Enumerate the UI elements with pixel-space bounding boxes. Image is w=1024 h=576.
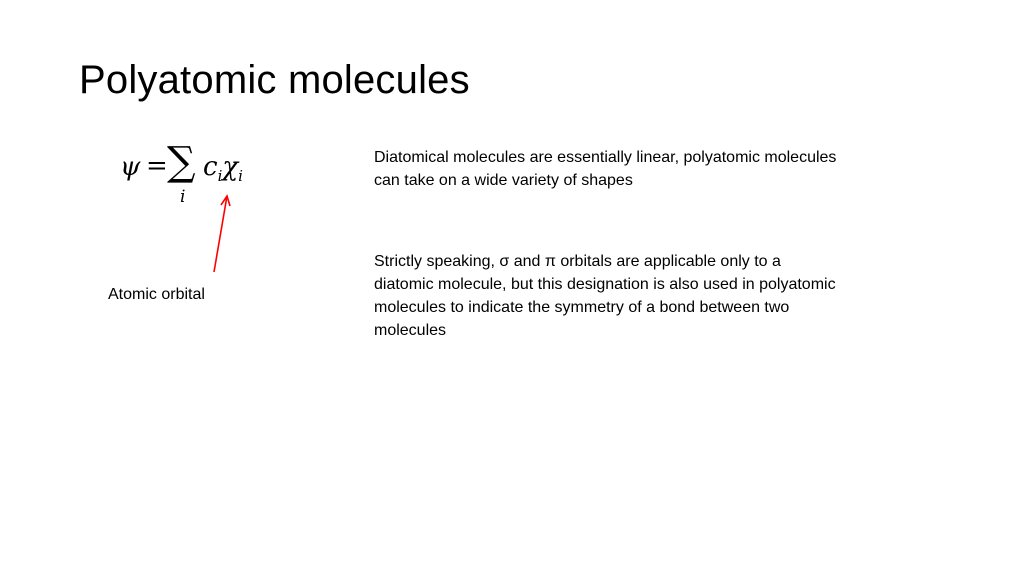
equation-coefficient-subscript: i: [217, 167, 223, 186]
equation-term: [203, 152, 243, 185]
slide-title: Polyatomic molecules: [79, 58, 470, 102]
atomic-orbital-label: Atomic orbital: [108, 286, 205, 303]
equation-chi: χ: [222, 152, 239, 182]
equation-equals: =: [146, 151, 168, 181]
paragraph-sigma-pi-orbitals: Strictly speaking, σ and π orbitals are applicable only to a diatomic molecule, but this designation is also used in polyatomic molecules to indicate the symmetry of a bond between two molecules: [374, 253, 836, 339]
equation-coefficient: c: [203, 152, 218, 182]
equation-psi: ψ: [120, 152, 141, 182]
equation-sum-index: i: [180, 187, 186, 207]
annotation-arrow-icon: [205, 192, 235, 277]
wavefunction-equation: [115, 140, 265, 215]
paragraph-diatomic-shapes: Diatomical molecules are essentially linear, polyatomic molecules can take on a wide variety of shapes: [374, 149, 837, 189]
equation-sum-symbol: ∑: [167, 139, 196, 185]
equation-chi-subscript: i: [238, 167, 243, 186]
